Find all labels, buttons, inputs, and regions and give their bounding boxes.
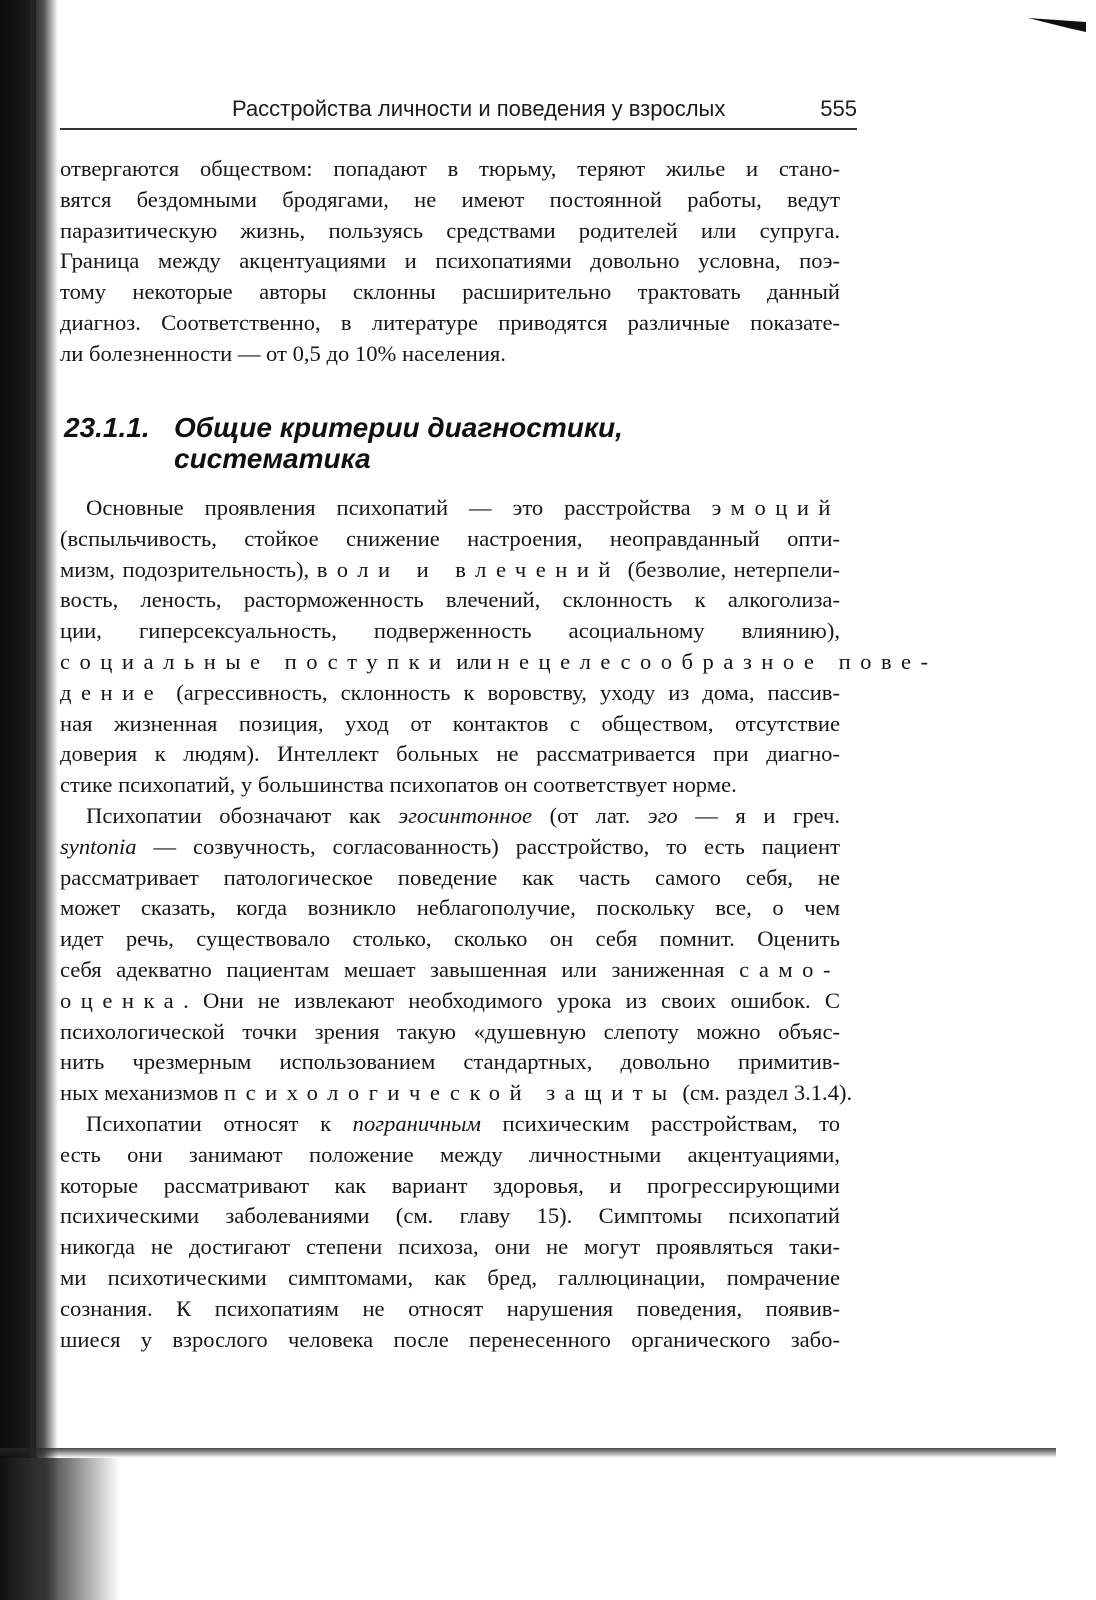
text-line: психологической точки зрения такую «душевную слепоту можно объяс-	[60, 1018, 840, 1044]
section-title-line2: систематика	[174, 443, 371, 474]
binding-shadow	[0, 0, 58, 1600]
paragraph-main-symptoms	[60, 493, 938, 801]
italic-term: эго	[647, 803, 678, 828]
page-number: 555	[820, 96, 857, 121]
spaced-term: социальные поступки	[60, 648, 451, 674]
italic-term: эгосинтонное	[398, 803, 533, 828]
text-line: диагноз. Соответственно, в литературе приводятся различные показате-	[60, 309, 840, 335]
text-line: нить чрезмерным использованием стандартных, довольно примитив-	[60, 1049, 840, 1075]
text-line: идет речь, существовало столько, сколько он себя помнит. Оценить	[60, 926, 840, 952]
text-line: тому некоторые авторы склонны расширительно трактовать данный	[60, 279, 840, 305]
text-line: рассматривает патологическое поведение как часть самого себя, не	[60, 864, 840, 890]
section-title-line1: Общие критерии диагностики,	[174, 412, 623, 443]
spaced-term: психологической защиты	[223, 1080, 677, 1106]
text-line: оценка. Они не извлекают необходимого урока из своих ошибок. С	[60, 987, 840, 1013]
spaced-term: нецелесообразное пове-	[497, 648, 938, 674]
text-line: отвергаются обществом: попадают в тюрьму, теряют жилье и стано-	[60, 156, 840, 181]
spaced-term: эмоций	[711, 495, 840, 520]
text-line: себя адекватно пациентам мешает завышенная или заниженная само-	[60, 956, 840, 982]
text-line: (вспыльчивость, стойкое снижение настроения, неоправданный опти-	[60, 525, 840, 551]
binding-spine	[30, 0, 36, 1600]
paragraph-borderline	[60, 1109, 840, 1355]
text-line: которые рассматривают как вариант здоровья, и прогрессирующими	[60, 1172, 840, 1198]
text-line: шиеся у взрослого человека после перенесенного органического забо-	[60, 1326, 840, 1352]
spaced-term: само-	[739, 956, 840, 982]
text-line: сознания. К психопатиям не относят нарушения поведения, появив-	[60, 1295, 840, 1321]
text-line: есть они занимают положение между личностными акцентуациями,	[60, 1141, 840, 1167]
section-number: 23.1.1.	[64, 412, 150, 443]
page-bottom-edge	[0, 1448, 1056, 1458]
scan-corner-shadow	[0, 1458, 120, 1600]
text-line: Психопатии относят к пограничным психическим расстройствам, то	[86, 1111, 840, 1136]
text-line: социальные поступки или нецелесообразное пове-	[60, 648, 938, 674]
text-line: syntonia — созвучность, согласованность) расстройство, то есть пациент	[60, 833, 840, 859]
text-line: мизм, подозрительность), воли и влечений (безволие, нетерпели-	[60, 556, 841, 582]
text-line: дение (агрессивность, склонность к воровству, уходу из дома, пассив-	[60, 679, 840, 705]
spaced-term: оценка	[60, 987, 184, 1013]
text-line: ми психотическими симптомами, как бред, галлюцинации, помрачение	[60, 1264, 840, 1290]
text-line: может сказать, когда возникло неблагополучие, поскольку все, о чем	[60, 895, 840, 921]
header-rule	[60, 128, 857, 130]
italic-term: пограничным	[352, 1111, 481, 1136]
text-line: никогда не достигают степени психоза, они не могут проявляться таки-	[60, 1234, 840, 1260]
text-line: ции, гиперсексуальность, подверженность асоциальному влиянию),	[60, 618, 840, 644]
text-line: доверия к людям). Интеллект больных не рассматривается при диагно-	[60, 741, 840, 767]
italic-term: syntonia	[60, 833, 137, 859]
text-line: ных механизмов психологической защиты (см. раздел 3.1.4).	[60, 1080, 853, 1106]
text-line: вость, леность, расторможенность влечений, склонность к алкоголиза-	[60, 587, 840, 613]
text-line: психическими заболеваниями (см. главу 15). Симптомы психопатий	[60, 1203, 840, 1229]
text-line: стике психопатий, у большинства психопатов он соответствует норме.	[60, 772, 737, 798]
text-line: ная жизненная позиция, уход от контактов с обществом, отсутствие	[60, 710, 840, 736]
spaced-term: дение	[60, 679, 164, 705]
running-head-title: Расстройства личности и поведения у взрослых	[232, 96, 726, 121]
spaced-term: воли и влечений	[316, 556, 621, 582]
text-line: паразитическую жизнь, пользуясь средствами родителей или супруга.	[60, 217, 840, 243]
intro-paragraph	[60, 154, 840, 370]
corner-scan-mark	[1028, 18, 1086, 34]
paragraph-egosyntonic	[60, 801, 853, 1109]
text-line: Психопатии обозначают как эгосинтонное (от лат. эго — я и греч.	[86, 803, 840, 828]
text-line: Граница между акцентуациями и психопатиями довольно условна, поэ-	[60, 248, 840, 274]
text-line: вятся бездомными бродягами, не имеют постоянной работы, ведут	[60, 186, 840, 212]
text-line: ли болезненности — от 0,5 до 10% населения.	[60, 340, 506, 366]
text-line: Основные проявления психопатий — это расстройства эмоций	[86, 495, 840, 520]
